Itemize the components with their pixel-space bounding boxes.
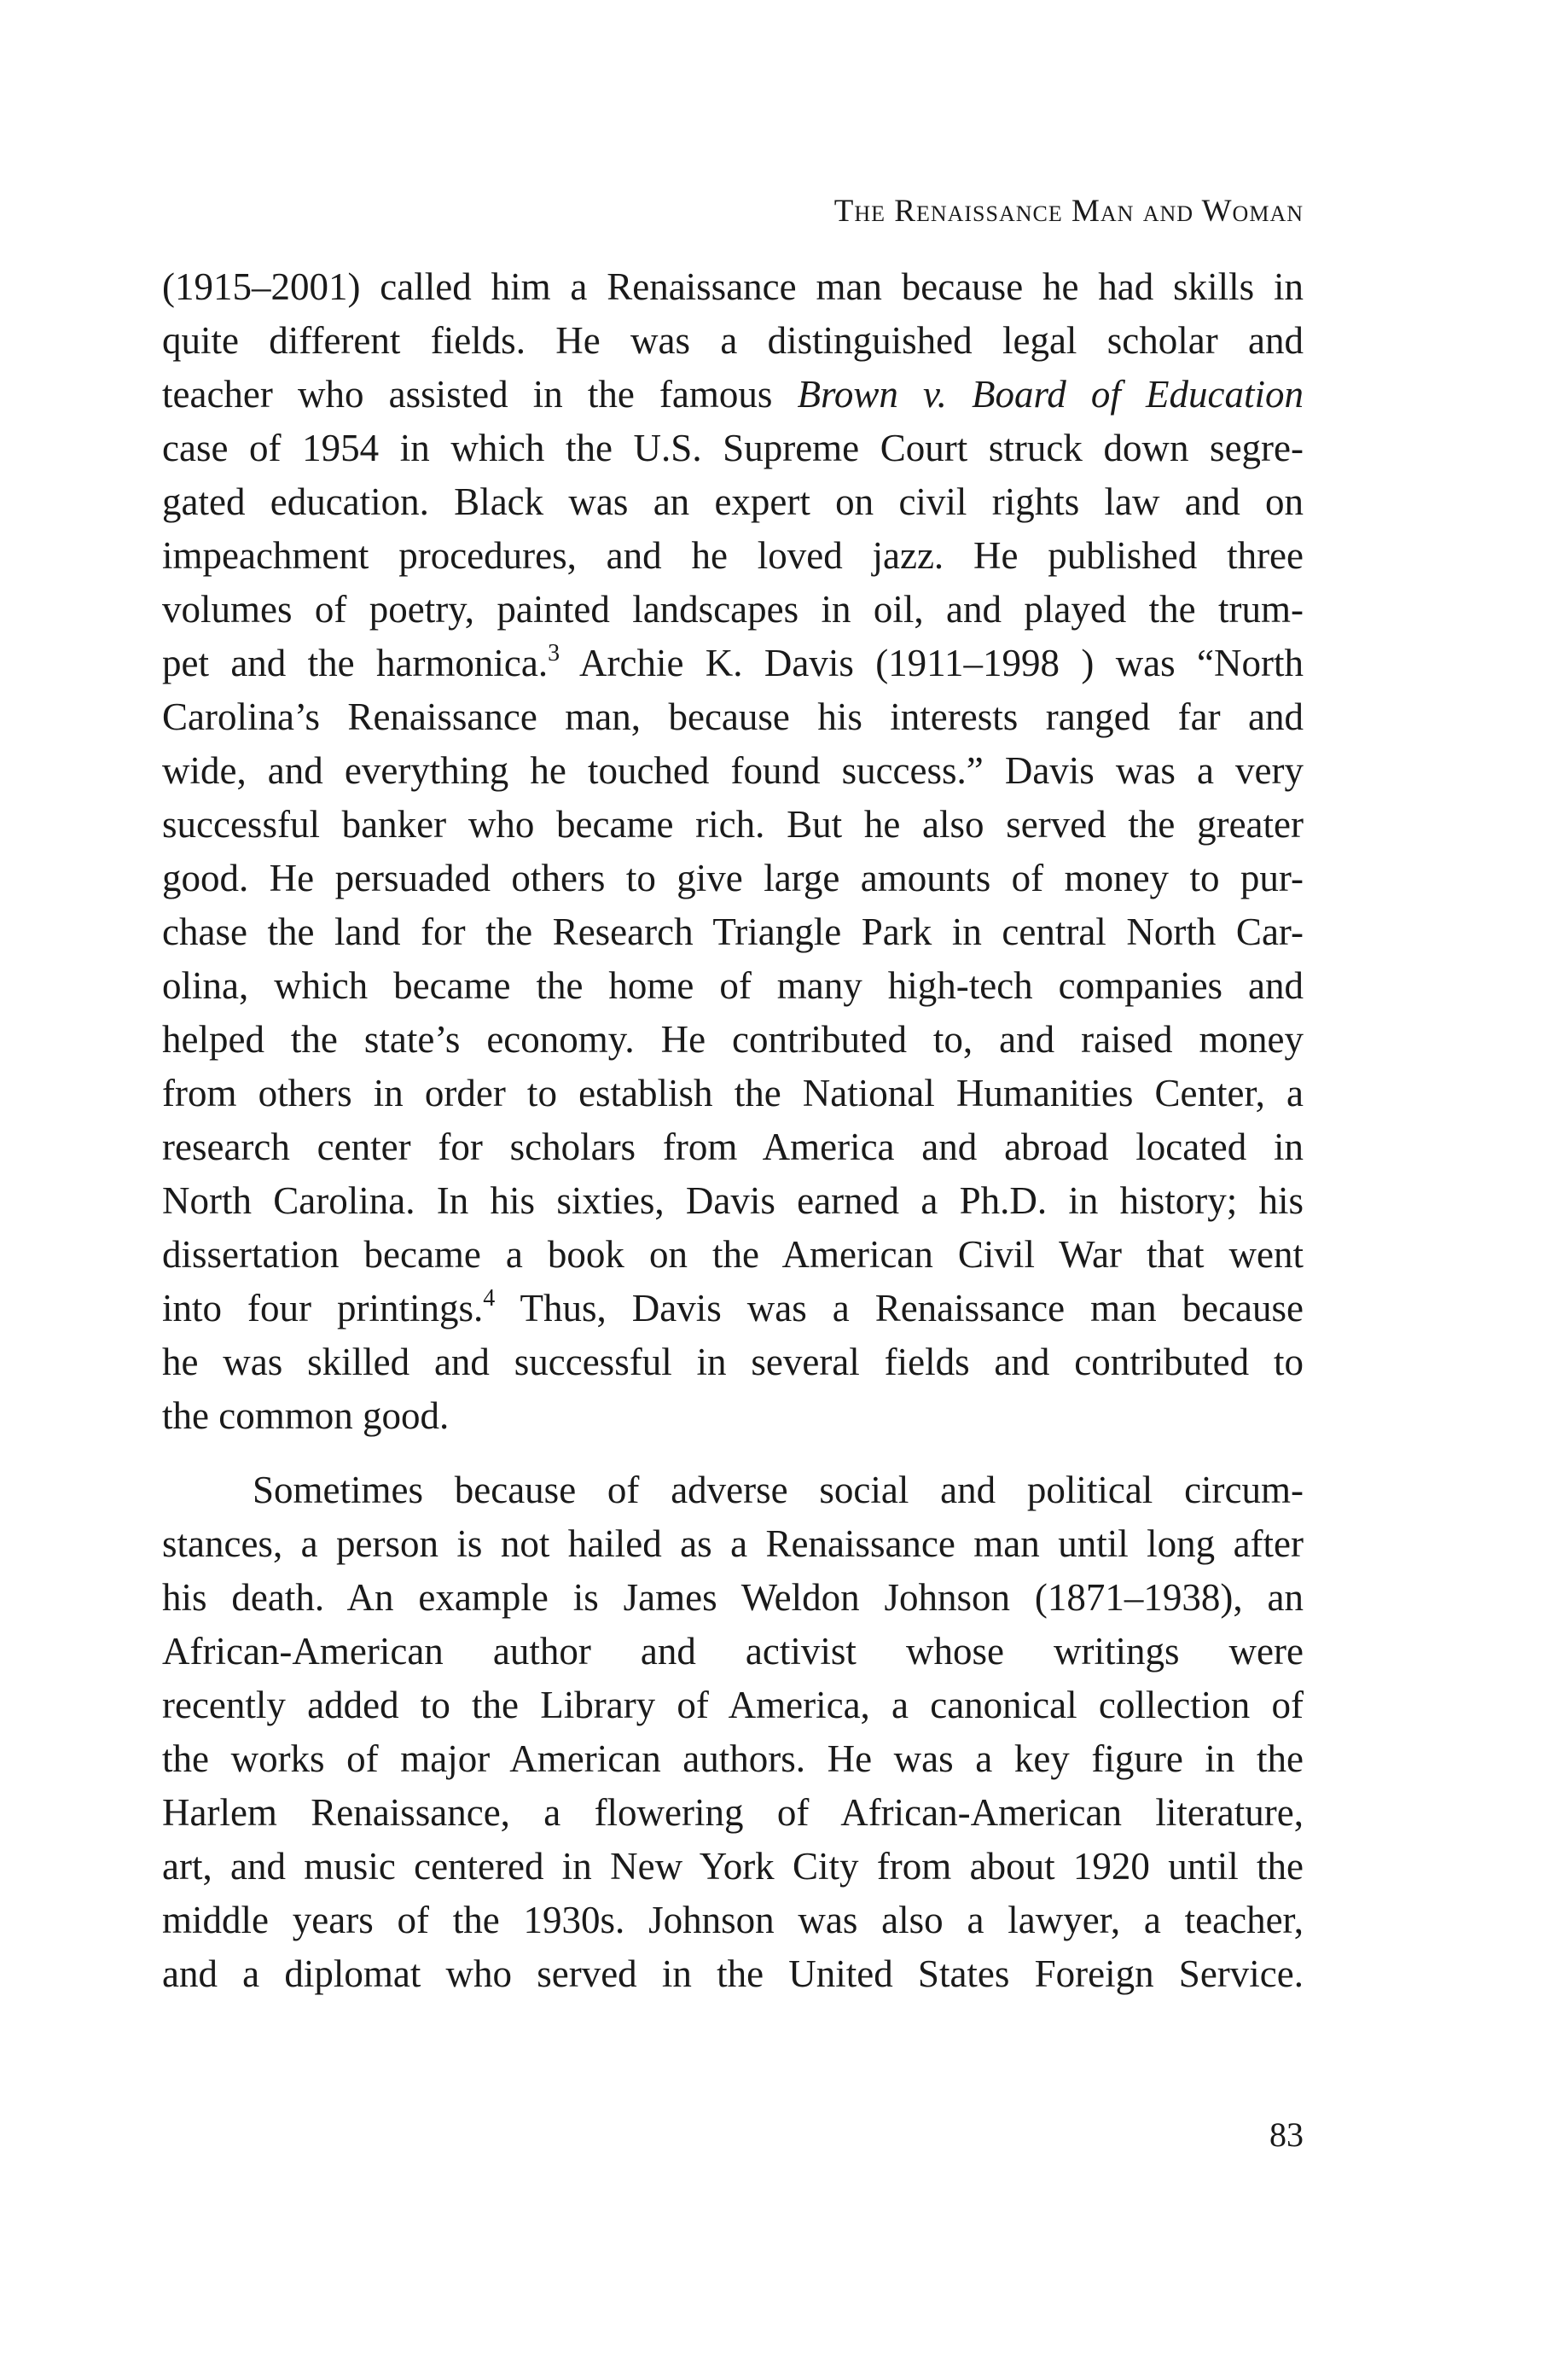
text-line: Sometimes because of adverse social and political circum- (253, 1469, 1304, 1511)
text-line: olina, which became the home of many high-tech companies and (162, 964, 1304, 1007)
text-line (162, 1282, 1304, 1335)
text-line: North Carolina. In his sixties, Davis earned a Ph.D. in history; his (162, 1179, 1304, 1222)
text-line: recently added to the Library of America, a canonical collection of (162, 1684, 1304, 1726)
text-line: he was skilled and successful in several fields and contributed to (162, 1341, 1304, 1383)
text-line: (1915–2001) called him a Renaissance man because he had skills in (162, 265, 1304, 308)
footnote-ref-4: 4 (483, 1285, 496, 1312)
text-line: the works of major American authors. He was a key figure in the (162, 1737, 1304, 1780)
text-line: wide, and everything he touched found success.” Davis was a very (162, 749, 1304, 792)
text-line (162, 637, 1304, 690)
text-line: impeachment procedures, and he loved jazz. He published three (162, 534, 1304, 577)
text-fragment: teacher who assisted in the famous (162, 373, 798, 416)
text-line: helped the state’s economy. He contributed to, and raised money (162, 1018, 1304, 1061)
footnote-ref-3: 3 (548, 640, 560, 666)
text-line: volumes of poetry, painted landscapes in oil, and played the trum- (162, 588, 1304, 631)
text-line: Harlem Renaissance, a flowering of African-American literature, (162, 1791, 1304, 1834)
case-title: Brown v. Board of Education (797, 373, 1304, 416)
running-head: The Renaissance Man and Woman (833, 194, 1304, 229)
text-line: his death. An example is James Weldon Johnson (1871–1938), an (162, 1576, 1304, 1619)
text-line: stances, a person is not hailed as a Renaissance man until long after (162, 1522, 1304, 1565)
text-line: quite different fields. He was a distinguished legal scholar and (162, 319, 1304, 362)
text-fragment: Archie K. Davis (1911–1998 ) was “North (560, 642, 1304, 684)
paragraph-2 (162, 1463, 1304, 2001)
text-line: art, and music centered in New York City from about 1920 until the (162, 1845, 1304, 1888)
text-fragment: into four printings. (162, 1287, 484, 1329)
page-number: 83 (1269, 2115, 1304, 2154)
text-fragment: Thus, Davis was a Renaissance man because (495, 1287, 1304, 1329)
text-line (162, 368, 1304, 422)
text-line: middle years of the 1930s. Johnson was also a lawyer, a teacher, (162, 1899, 1304, 1941)
text-line: and a diplomat who served in the United States Foreign Service. (162, 1952, 1304, 1995)
paragraph-1 (162, 260, 1304, 1443)
text-line: case of 1954 in which the U.S. Supreme Court struck down segre- (162, 427, 1304, 469)
text-line: from others in order to establish the National Humanities Center, a (162, 1072, 1304, 1114)
text-line: chase the land for the Research Triangle Park in central North Car- (162, 911, 1304, 953)
text-line: successful banker who became rich. But he also served the greater (162, 803, 1304, 846)
text-line: dissertation became a book on the American Civil War that went (162, 1233, 1304, 1276)
text-line: Carolina’s Renaissance man, because his interests ranged far and (162, 695, 1304, 738)
text-line: research center for scholars from America and abroad located in (162, 1126, 1304, 1168)
text-line: the common good. (162, 1394, 450, 1437)
text-fragment: pet and the harmonica. (162, 642, 549, 684)
text-line: gated education. Black was an expert on civil rights law and on (162, 480, 1304, 523)
body-text (162, 260, 1304, 2001)
text-line: good. He persuaded others to give large amounts of money to pur- (162, 857, 1304, 899)
text-line: African-American author and activist whose writings were (162, 1630, 1304, 1673)
